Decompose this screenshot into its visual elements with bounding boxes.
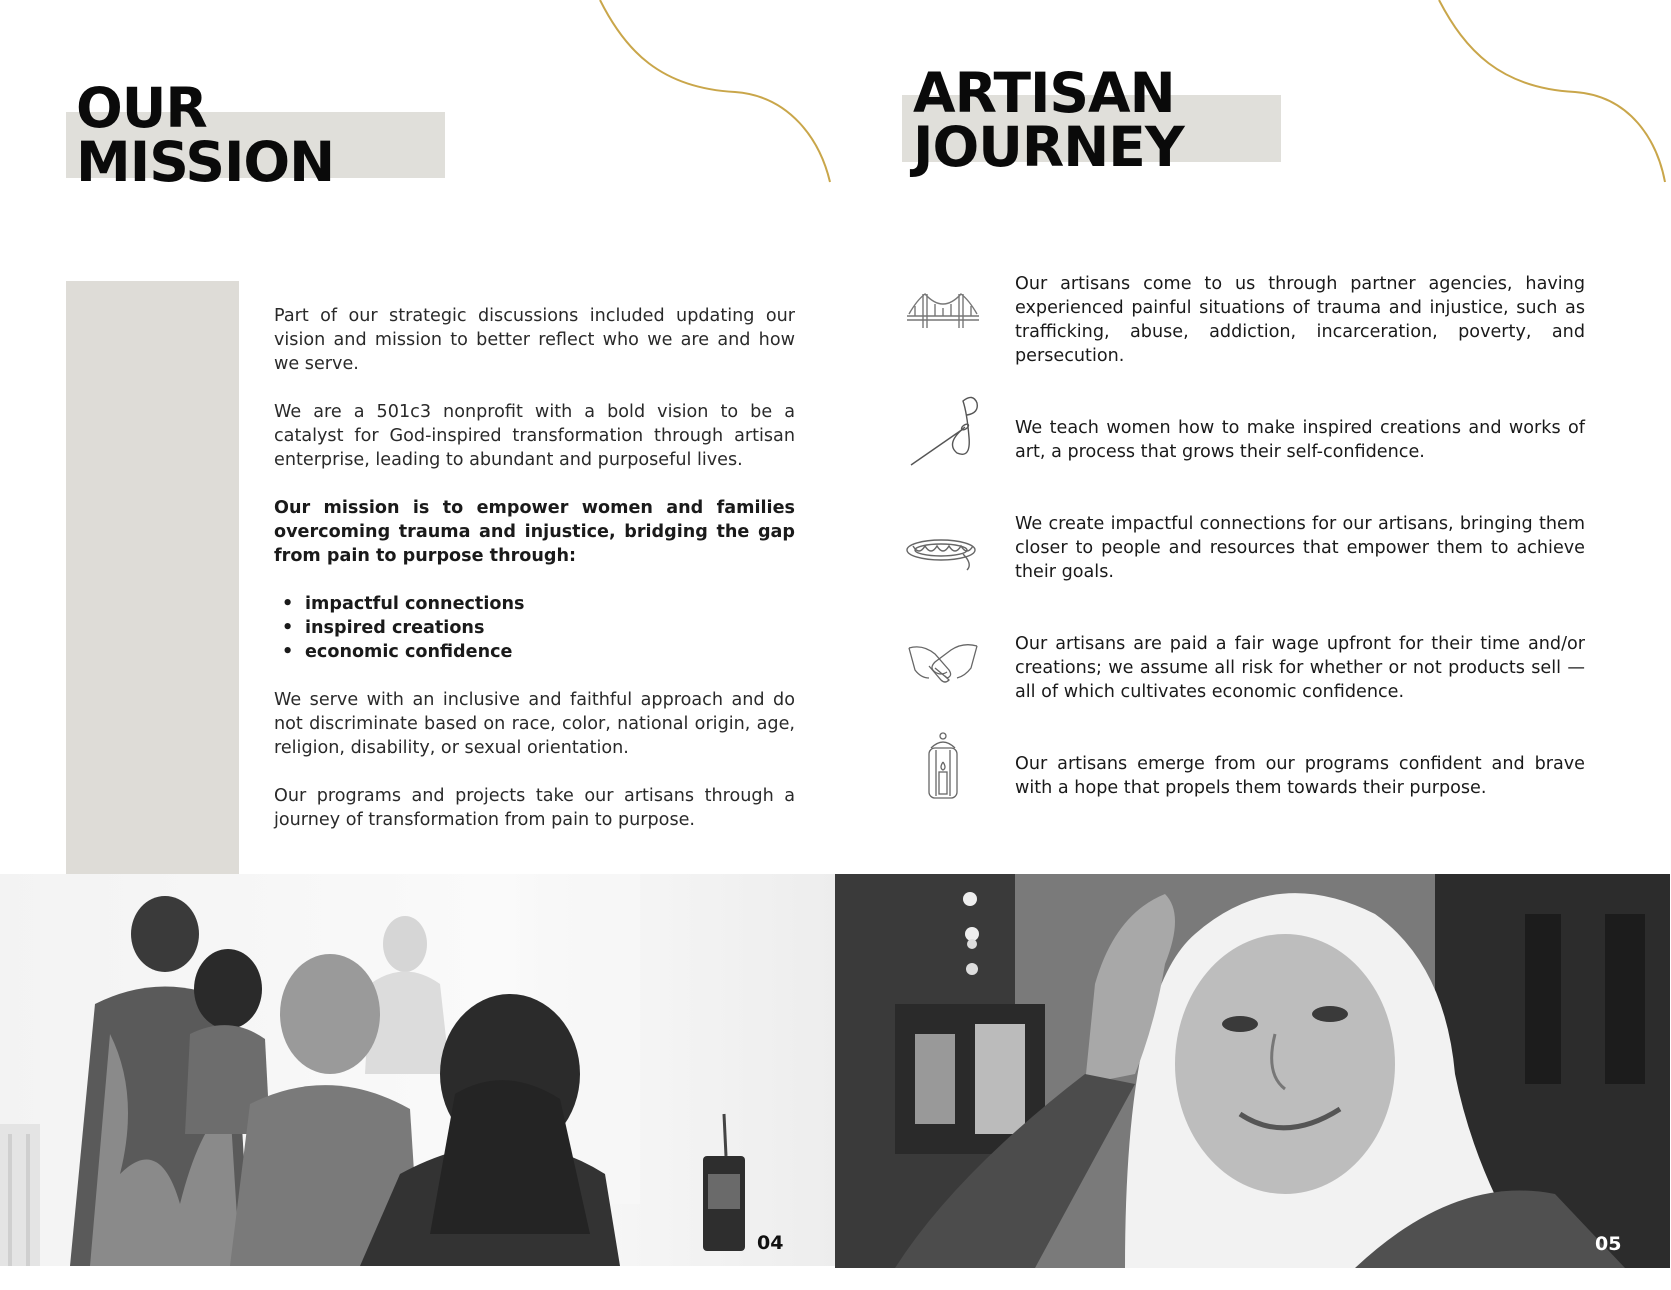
- candle-lantern-icon: [905, 732, 981, 808]
- journey-text: Our artisans come to us through partner agencies, having experienced painful situations of trauma and injustice, such as trafficking, abuse, addiction, incarceration, poverty, and persecution.: [1015, 274, 1585, 366]
- artisan-portrait-photo: [835, 874, 1670, 1268]
- group-photo: [0, 874, 835, 1266]
- decorative-side-bar: [66, 281, 239, 874]
- rope-knot-icon: [905, 524, 981, 600]
- page-left: [0, 0, 835, 1290]
- page-number: 05: [1595, 1233, 1622, 1255]
- bullet-item: • inspired creations: [282, 616, 795, 640]
- title-line-1: ARTISAN: [913, 61, 1175, 125]
- journey-text: We create impactful connections for our artisans, bringing them closer to people and resources that empower them to achieve their goals.: [1015, 514, 1585, 582]
- bridge-icon: [905, 280, 981, 356]
- paragraph-journey: Our programs and projects take our artisans through a journey of transformation from pain to purpose.: [274, 786, 795, 830]
- paragraph-vision: We are a 501c3 nonprofit with a bold vision to be a catalyst for God-inspired transformation through artisan enterprise, leading to abundant and purposeful lives.: [274, 402, 795, 470]
- page-right: [835, 0, 1670, 1290]
- title-line-2: JOURNEY: [913, 114, 1184, 179]
- title-line-1: OUR: [76, 76, 207, 140]
- bullet-item: • economic confidence: [282, 640, 795, 664]
- journey-text: We teach women how to make inspired creations and works of art, a process that grows their self-confidence.: [1015, 418, 1585, 462]
- title-line-2: MISSION: [76, 129, 335, 194]
- page-number: 04: [757, 1232, 784, 1254]
- page-title: [913, 61, 1184, 179]
- mission-statement: Our mission is to empower women and families overcoming trauma and injustice, bridging the gap from pain to purpose through:: [274, 498, 795, 566]
- handshake-icon: [905, 636, 981, 712]
- journey-text: Our artisans are paid a fair wage upfront for their time and/or creations; we assume all risk for whether or not products sell — all of which cultivates economic confidence.: [1015, 634, 1585, 702]
- mission-bullet-list: [274, 592, 795, 664]
- paragraph-strategy: Part of our strategic discussions included updating our vision and mission to better reflect who we are and how we serve.: [274, 306, 795, 374]
- journey-text: Our artisans emerge from our programs confident and brave with a hope that propels them towards their purpose.: [1015, 754, 1585, 798]
- mission-text-block: [274, 304, 795, 856]
- bullet-item: • impactful connections: [282, 592, 795, 616]
- page-title: [76, 76, 335, 194]
- paragraph-inclusion: We serve with an inclusive and faithful approach and do not discriminate based on race, color, national origin, age, religion, disability, or sexual orientation.: [274, 690, 795, 758]
- needle-thread-icon: [905, 393, 981, 469]
